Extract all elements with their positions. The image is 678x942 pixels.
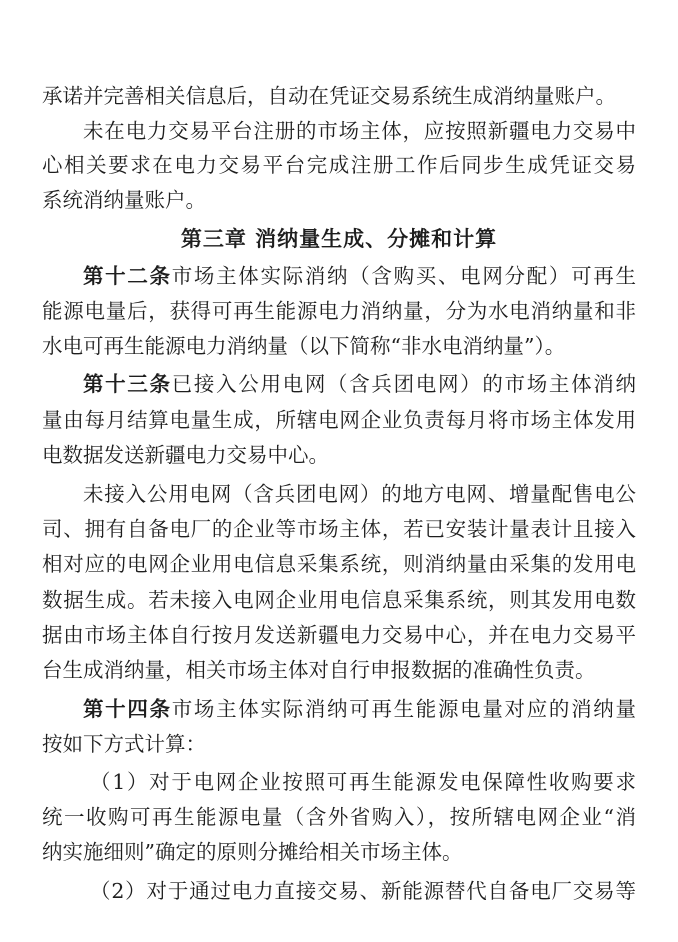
article-14-label: 第十四条	[83, 697, 172, 721]
line-text: 承诺并完善相关信息后，自动在凭证交易系统生成消纳量账户。	[42, 84, 616, 108]
line-text: 水电可再生能源电力消纳量（以下简称“非水电消纳量”）。	[42, 334, 566, 358]
article-13-label: 第十三条	[83, 372, 172, 396]
text-line-19	[42, 727, 636, 761]
article-13-line-1	[83, 367, 636, 401]
line-text: 已接入公用电网（含兵团电网）的市场主体消纳	[171, 372, 636, 396]
text-line-10	[42, 403, 636, 437]
line-text: 系统消纳量账户。	[42, 188, 206, 212]
text-line-3	[42, 148, 636, 182]
line-text: 数据生成。若未接入电网企业用电信息采集系统，则其发用电数	[42, 588, 636, 612]
line-text: 纳实施细则”确定的原则分摊给相关市场主体。	[42, 840, 463, 864]
text-line-7	[42, 294, 636, 328]
text-line-21	[42, 800, 636, 834]
line-text: 按如下方式计算：	[42, 732, 206, 756]
article-12-line-1	[83, 259, 636, 293]
line-text: 市场主体实际消纳可再生能源电量对应的消纳量	[171, 697, 636, 721]
line-text: （1）对于电网企业按照可再生能源发电保障性收购要求	[90, 770, 636, 794]
text-line-8	[42, 329, 636, 363]
text-line-23	[90, 874, 636, 908]
line-text: 相对应的电网企业用电信息采集系统，则消纳量由采集的发用电	[42, 552, 636, 576]
text-line-1	[42, 79, 636, 113]
line-text: 心相关要求在电力交易平台完成注册工作后同步生成凭证交易	[42, 153, 636, 177]
line-text: 司、拥有自备电厂的企业等市场主体，若已安装计量表计且接入	[42, 517, 636, 541]
text-line-2	[83, 114, 636, 148]
line-text: 据由市场主体自行按月发送新疆电力交易中心，并在电力交易平	[42, 623, 636, 647]
text-line-14	[42, 547, 636, 581]
line-text: 台生成消纳量，相关市场主体对自行申报数据的准确性负责。	[42, 658, 596, 682]
article-12-label: 第十二条	[83, 264, 172, 288]
text-line-20	[90, 765, 636, 799]
chapter-heading: 第三章 消纳量生成、分摊和计算	[180, 226, 498, 251]
text-line-13	[42, 512, 636, 546]
line-text: 电数据发送新疆电力交易中心。	[42, 443, 329, 467]
text-line-16	[42, 618, 636, 652]
line-text: 未在电力交易平台注册的市场主体，应按照新疆电力交易中	[83, 119, 636, 143]
article-14-line-1	[83, 692, 636, 726]
line-text: （2）对于通过电力直接交易、新能源替代自备电厂交易等	[90, 879, 636, 903]
text-line-15	[42, 583, 636, 617]
text-line-17	[42, 653, 636, 687]
text-line-4	[42, 183, 636, 217]
line-text: 能源电量后，获得可再生能源电力消纳量，分为水电消纳量和非	[42, 299, 636, 323]
line-text: 未接入公用电网（含兵团电网）的地方电网、增量配售电公	[83, 482, 636, 506]
line-text: 统一收购可再生能源电量（含外省购入），按所辖电网企业“消	[42, 805, 636, 829]
text-line-12	[83, 477, 636, 511]
text-line-22	[42, 835, 636, 869]
text-line-11	[42, 438, 636, 472]
line-text: 量由每月结算电量生成，所辖电网企业负责每月将市场主体发用	[42, 408, 636, 432]
line-text: 市场主体实际消纳（含购买、电网分配）可再生	[171, 264, 636, 288]
